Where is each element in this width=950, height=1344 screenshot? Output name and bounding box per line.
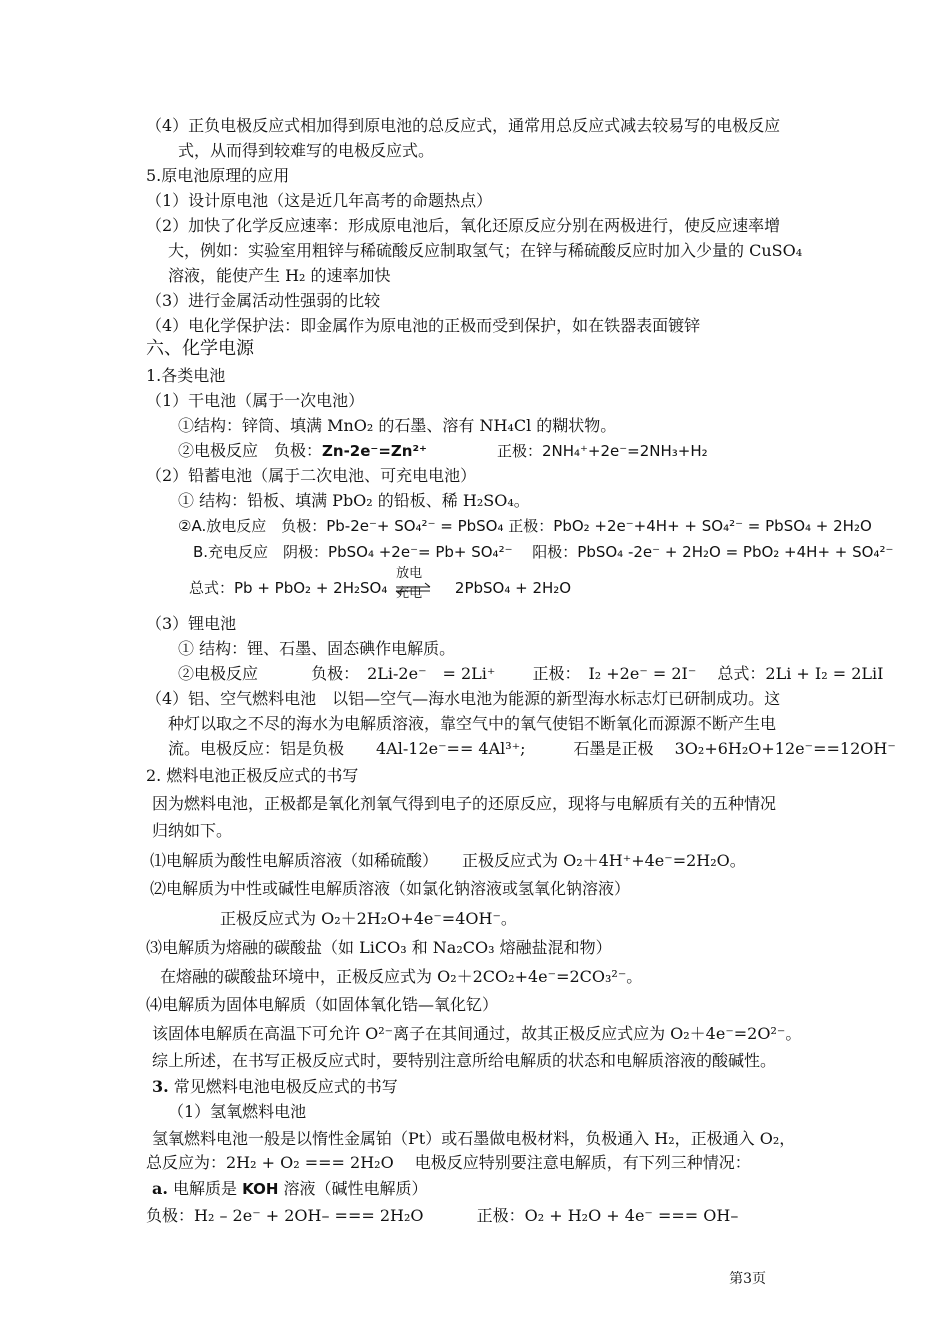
text-line: ⑴电解质为酸性电解质溶液（如稀硫酸） 正极反应式为 O₂＋4H⁺+4e⁻=2H₂O。 [150,851,746,870]
text-line: 氢氧燃料电池一般是以惰性金属铂（Pt）或石墨做电极材料，负极通入 H₂，正极通入 O₂， [152,1129,796,1148]
text-line: 种灯以取之不尽的海水为电解质溶液，靠空气中的氧气使铝不断氧化而源源不断产生电 [168,714,777,733]
text-line [152,1178,427,1200]
text-line: ②电极反应 负极： 2Li-2e⁻ = 2Li⁺ 正极： I₂ +2e⁻ = 2I⁻ 总式：2Li + I₂ = 2LiI [178,664,884,683]
text-line [152,1076,398,1098]
text-line: （3）锂电池 [146,614,237,633]
text-line: （1）氢氧燃料电池 [168,1102,307,1121]
text-span: 3. [152,1077,169,1096]
text-line: ①结构：锌筒、填满 MnO₂ 的石墨、溶有 NH₄Cl 的糊状物。 [178,416,617,435]
text-span: a. [152,1179,168,1198]
text-span: 总式：Pb + PbO₂ + 2H₂SO₄ [189,579,388,597]
text-line: 总反应为：2H₂ + O₂ === 2H₂O 电极反应特别要注意电解质，有下列三种情况： [146,1153,751,1172]
text-line: （2）加快了化学反应速率：形成原电池后，氧化还原反应分别在两极进行，使反应速率增 [146,216,781,235]
text-line: ① 结构：锂、石墨、固态碘作电解质。 [178,639,456,658]
text-span: KOH [242,1180,279,1198]
text-line: 综上所述，在书写正极反应式时，要特别注意所给电解质的状态和电解质溶液的酸碱性。 [152,1051,777,1070]
text-line: 2. 燃料电池正极反应式的书写 [146,766,359,785]
text-line: （2）铅蓄电池（属于二次电池、可充电电池） [146,466,477,485]
text-line: 大，例如：实验室用粗锌与稀硫酸反应制取氢气；在锌与稀硫酸反应时加入少量的 CuSO₄ [168,241,803,260]
text-line: ① 结构：铅板、填满 PbO₂ 的铅板、稀 H₂SO₄。 [178,491,530,510]
text-line: B.充电反应 阴极：PbSO₄ +2e⁻= Pb+ SO₄²⁻ 阳极：PbSO₄ -2e⁻ + 2H₂O = PbO₂ +4H+ + SO₄²⁻ [193,543,894,561]
text-line: （4）正负电极反应式相加得到原电池的总反应式，通常用总反应式减去较易写的电极反应 [146,116,781,135]
text-line: 正极反应式为 O₂＋2H₂O+4e⁻=4OH⁻。 [220,909,517,928]
text-line [178,440,708,462]
reversible-arrow-icon [392,565,436,601]
text-line: 因为燃料电池，正极都是氧化剂氧气得到电子的还原反应，现将与电解质有关的五种情况 [152,794,777,813]
text-line: 在熔融的碳酸盐环境中，正极反应式为 O₂＋2CO₂+4e⁻=2CO₃²⁻。 [160,967,643,986]
text-span: 电解质是 [173,1179,243,1198]
text-line: 5.原电池原理的应用 [146,166,290,185]
text-span: ②电极反应 负极： [178,441,323,460]
text-line [189,565,572,601]
arrow-label-top: 放电 [396,565,423,581]
text-line: 式，从而得到较难写的电极反应式。 [178,141,435,160]
text-line: （3）进行金属活动性强弱的比较 [146,291,381,310]
text-line: （4）铝、空气燃料电池 以铝—空气—海水电池为能源的新型海水标志灯已研制成功。这 [146,689,781,708]
section-heading: 六、化学电源 [146,338,254,359]
text-line: 负极：H₂ – 2e⁻ + 2OH– === 2H₂O 正极：O₂ + H₂O + 4e⁻ === OH– [146,1206,739,1225]
text-line: 流。电极反应：铝是负极 4Al-12e⁻== 4Al³⁺; 石墨是正极 3O₂+6H₂O+12e⁻==12OH⁻ [168,739,896,758]
text-line: 归纳如下。 [152,821,233,840]
text-line: ⑵电解质为中性或碱性电解质溶液（如氯化钠溶液或氢氧化钠溶液） [150,879,631,898]
text-line: （1）设计原电池（这是近几年高考的命题热点） [146,191,493,210]
text-line: （4）电化学保护法：即金属作为原电池的正极而受到保护，如在铁器表面镀锌 [146,316,701,335]
text-span: 常见燃料电池电极反应式的书写 [173,1077,398,1096]
arrow-label-bottom: 充电 [396,585,423,601]
text-line: ②A.放电反应 负极：Pb-2e⁻+ SO₄²⁻ = PbSO₄ 正极：PbO₂ +2e⁻+4H+ + SO₄²⁻ = PbSO₄ + 2H₂O [178,517,872,535]
text-line: ⑶电解质为熔融的碳酸盐（如 LiCO₃ 和 Na₂CO₃ 熔融盐混和物） [146,938,612,957]
text-line: ⑷电解质为固体电解质（如固体氧化锆—氧化钇） [146,995,499,1014]
text-span: Zn-2e⁻=Zn²⁺ [322,442,427,460]
text-line: 溶液，能使产生 H₂ 的速率加快 [168,266,391,285]
text-span: 溶液（碱性电解质） [278,1179,428,1198]
text-span: 2PbSO₄ + 2H₂O [454,579,572,597]
text-line: （1）干电池（属于一次电池） [146,391,365,410]
text-line: 该固体电解质在高温下可允许 O²⁻离子在其间通过，故其正极反应式应为 O₂＋4e⁻=2O²⁻。 [152,1024,802,1043]
text-line: 1.各类电池 [146,366,226,385]
text-span: 正极：2NH₄⁺+2e⁻=2NH₃+H₂ [496,442,708,460]
page-number: 第3页 [729,1271,766,1287]
